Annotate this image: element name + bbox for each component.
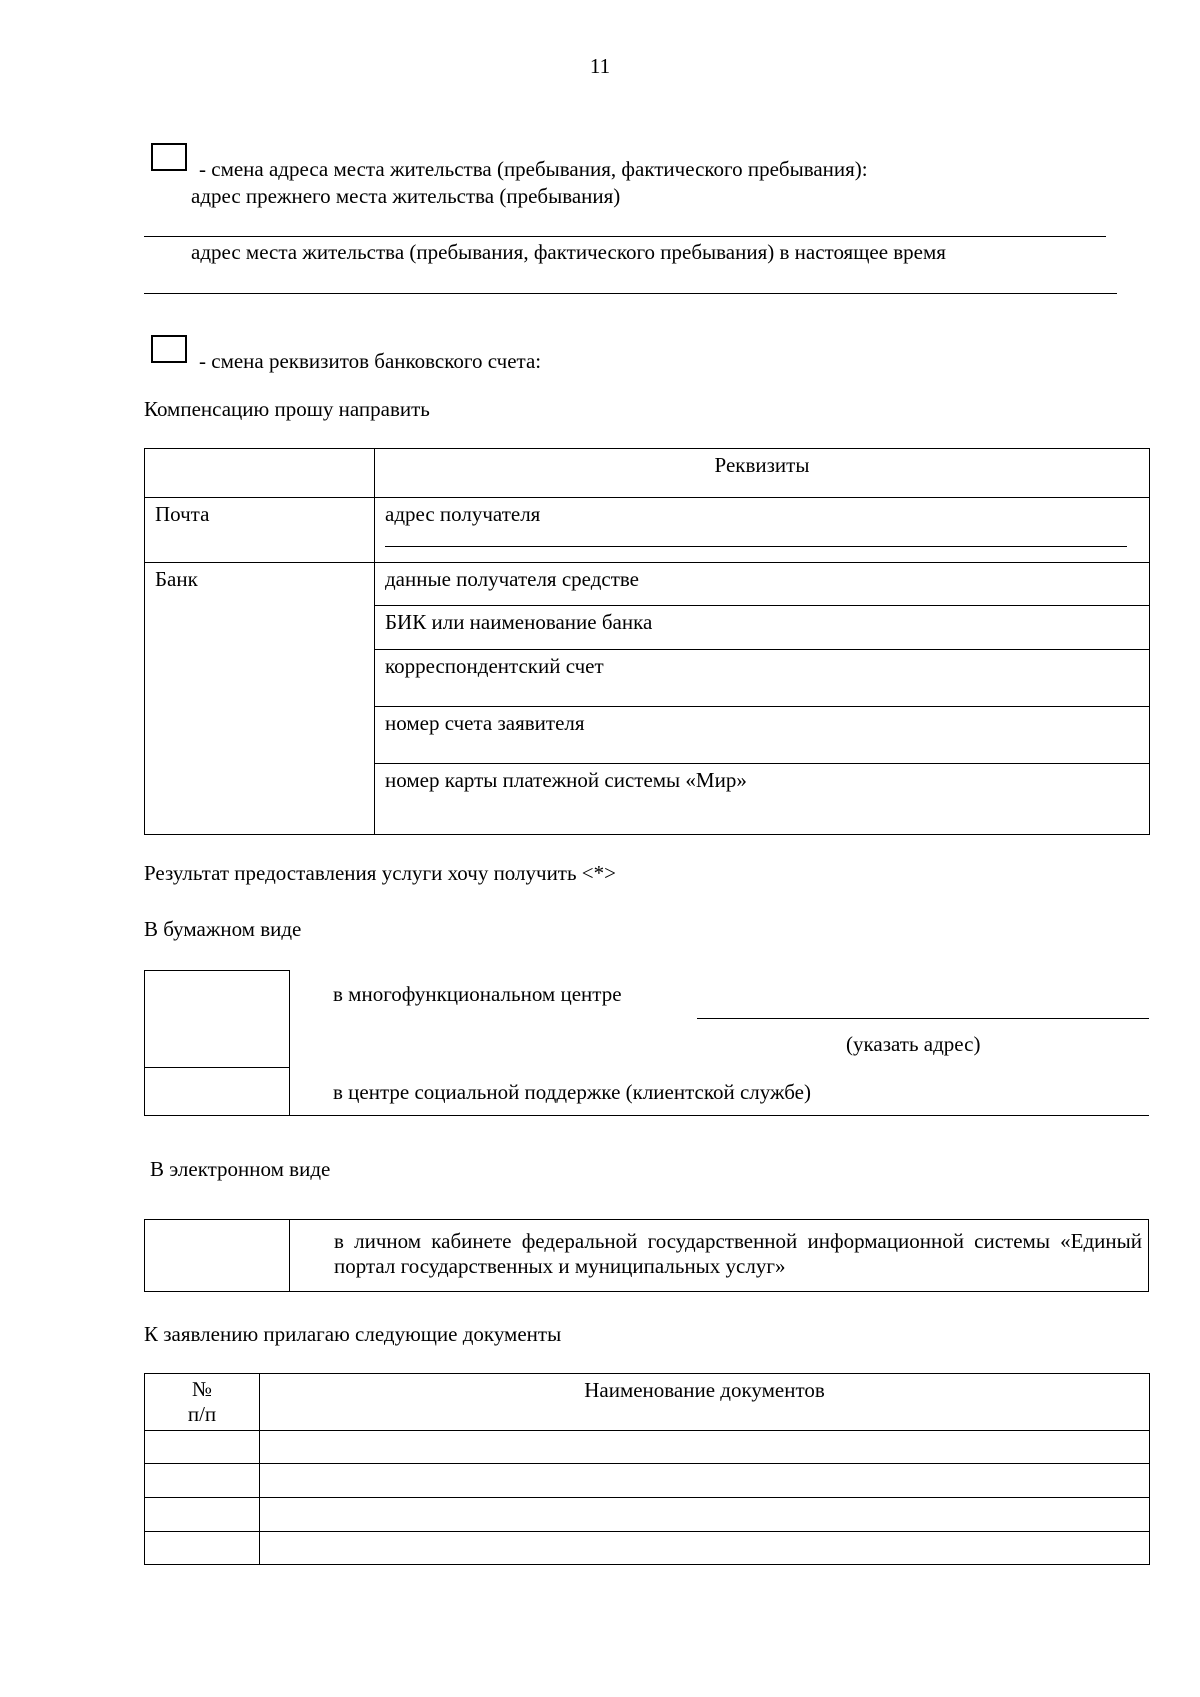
- compensation-header-requisites: [375, 449, 1150, 498]
- mail-label-cell: [145, 498, 375, 563]
- previous-address-label: адрес прежнего места жительства (пребывания): [191, 184, 621, 208]
- bank-field-cell[interactable]: [375, 764, 1150, 835]
- compensation-table: [144, 448, 1150, 835]
- previous-address-line[interactable]: [144, 236, 1106, 237]
- col-number-label: № п/п: [187, 1377, 217, 1427]
- document-name-cell[interactable]: [260, 1431, 1150, 1464]
- mail-label: Почта: [155, 502, 210, 526]
- mail-field-cell[interactable]: [375, 498, 1150, 563]
- documents-table: [144, 1373, 1150, 1565]
- social-center-option-label: в центре социальной поддержке (клиентской службе): [333, 1080, 811, 1104]
- requisites-header: Реквизиты: [714, 453, 810, 477]
- document-number-cell[interactable]: [145, 1431, 260, 1464]
- bank-label: Банк: [155, 567, 198, 591]
- address-change-label: - смена адреса места жительства (пребывания, фактического пребывания):: [199, 157, 868, 181]
- page-number: 11: [589, 54, 611, 78]
- table-row: [145, 1532, 1150, 1565]
- portal-checkbox[interactable]: [145, 1220, 290, 1291]
- electronic-heading: В электронном виде: [150, 1157, 331, 1181]
- paper-options-bottom-line: [289, 1115, 1149, 1116]
- bank-change-checkbox[interactable]: [151, 335, 187, 363]
- social-center-checkbox[interactable]: [144, 1067, 290, 1116]
- bank-change-label: - смена реквизитов банковского счета:: [199, 349, 542, 373]
- address-hint: (указать адрес): [846, 1032, 981, 1056]
- bank-field-account-number: номер счета заявителя: [385, 711, 585, 735]
- mfc-address-line[interactable]: [697, 1018, 1149, 1019]
- current-address-label: адрес места жительства (пребывания, фактического пребывания) в настоящее время: [191, 240, 946, 264]
- result-heading: Результат предоставления услуги хочу получить <*>: [144, 861, 616, 885]
- compensation-header-empty: [145, 449, 375, 498]
- bank-field-recipient: данные получателя средстве: [385, 567, 639, 591]
- document-number-cell[interactable]: [145, 1532, 260, 1565]
- mfc-option-label: в многофункциональном центре: [333, 982, 622, 1006]
- documents-col-name-header: [260, 1374, 1150, 1431]
- table-row: [145, 1498, 1150, 1532]
- document-name-cell[interactable]: [260, 1498, 1150, 1532]
- bank-label-cell: [145, 563, 375, 835]
- bank-field-mir-card: номер карты платежной системы «Мир»: [385, 768, 747, 792]
- mail-address-line[interactable]: [385, 546, 1127, 547]
- bank-field-cell[interactable]: [375, 563, 1150, 606]
- address-change-checkbox[interactable]: [151, 143, 187, 171]
- bank-field-cell[interactable]: [375, 606, 1150, 650]
- documents-col-number-header: [145, 1374, 260, 1431]
- bank-field-corr-account: корреспондентский счет: [385, 654, 604, 678]
- document-number-cell[interactable]: [145, 1498, 260, 1532]
- document-name-cell[interactable]: [260, 1532, 1150, 1565]
- bank-field-cell[interactable]: [375, 650, 1150, 707]
- document-name-cell[interactable]: [260, 1464, 1150, 1498]
- document-number-cell[interactable]: [145, 1464, 260, 1498]
- table-row: [145, 1431, 1150, 1464]
- bank-field-bik: БИК или наименование банка: [385, 610, 653, 634]
- paper-heading: В бумажном виде: [144, 917, 302, 941]
- compensation-heading: Компенсацию прошу направить: [144, 397, 430, 421]
- mfc-checkbox[interactable]: [144, 970, 290, 1067]
- documents-heading: К заявлению прилагаю следующие документы: [144, 1322, 562, 1346]
- col-name-label: Наименование документов: [584, 1378, 825, 1402]
- mail-field-label: адрес получателя: [385, 502, 541, 526]
- current-address-line[interactable]: [144, 293, 1117, 294]
- table-row: [145, 1464, 1150, 1498]
- bank-field-cell[interactable]: [375, 707, 1150, 764]
- electronic-option-box: [144, 1219, 1149, 1292]
- portal-option-label: в личном кабинете федеральной государственной информационной системы «Единый портал государственных и муниципальных услуг»: [334, 1229, 1142, 1279]
